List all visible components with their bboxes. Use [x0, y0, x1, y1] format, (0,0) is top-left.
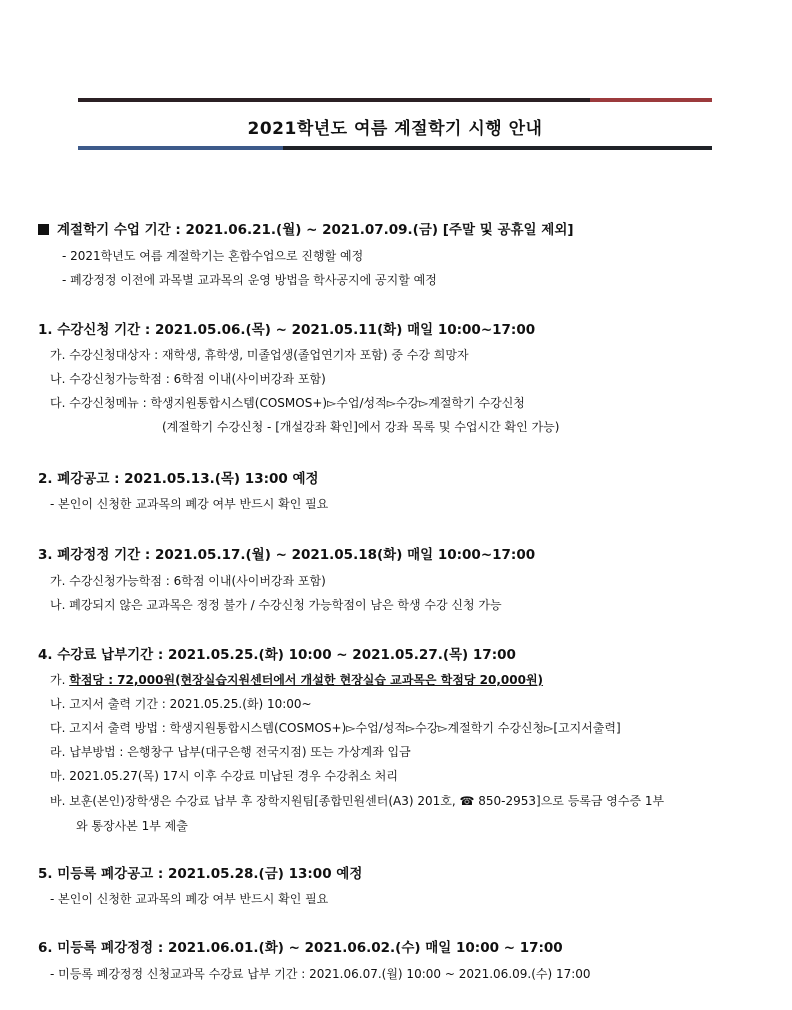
fee-item: [50, 672, 543, 688]
rule-segment-blue: [78, 146, 283, 150]
section-item: 다. 수강신청메뉴 : 학생지원통합시스템(COSMOS+)▻수업/성적▻수강▻계절학기 수강신청: [50, 396, 525, 410]
header-bottom-rule: [78, 146, 712, 150]
section-heading: 5. 미등록 폐강공고 : 2021.05.28.(금) 13:00 예정: [38, 866, 363, 882]
section-item: - 본인이 신청한 교과목의 폐강 여부 반드시 확인 필요: [50, 892, 329, 906]
section-item: 다. 고지서 출력 방법 : 학생지원통합시스템(COSMOS+)▻수업/성적▻수강▻계절학기 수강신청▻[고지서출력]: [50, 721, 621, 735]
section-item: 바. 보훈(본인)장학생은 수강료 납부 후 장학지원팀[종합민원센터(A3) 201호, ☎ 850-2953]으로 등록금 영수증 1부: [50, 794, 665, 808]
section-item: 라. 납부방법 : 은행창구 납부(대구은행 전국지점) 또는 가상계좌 입금: [50, 745, 411, 759]
section-item: - 미등록 폐강정정 신청교과목 수강료 납부 기간 : 2021.06.07.(월) 10:00 ~ 2021.06.09.(수) 17:00: [50, 967, 591, 981]
section-heading: 6. 미등록 폐강정정 : 2021.06.01.(화) ~ 2021.06.02.(수) 매일 10:00 ~ 17:00: [38, 940, 563, 956]
period-heading-text: 계절학기 수업 기간 : 2021.06.21.(월) ~ 2021.07.09.(금) [주말 및 공휴일 제외]: [57, 222, 574, 238]
header-top-rule: [78, 98, 712, 102]
rule-segment-dark: [78, 98, 590, 102]
section-heading: 1. 수강신청 기간 : 2021.05.06.(목) ~ 2021.05.11(화) 매일 10:00~17:00: [38, 322, 536, 338]
rule-segment-red: [590, 98, 712, 102]
period-heading: [38, 222, 574, 238]
section-item: 마. 2021.05.27(목) 17시 이후 수강료 미납된 경우 수강취소 처리: [50, 769, 398, 783]
square-bullet-icon: [38, 224, 49, 235]
fee-item-prefix: 가.: [50, 673, 70, 687]
section-item: (계절학기 수강신청 - [개설강좌 확인]에서 강좌 목록 및 수업시간 확인 가능): [162, 420, 560, 434]
section-item: 나. 폐강되지 않은 교과목은 정정 불가 / 수강신청 가능학점이 남은 학생 수강 신청 가능: [50, 598, 502, 612]
page-title: 2021학년도 여름 계절학기 시행 안내: [247, 119, 543, 139]
section-item: 나. 수강신청가능학점 : 6학점 이내(사이버강좌 포함): [50, 372, 326, 386]
fee-amount: 학점당 : 72,000원(현장실습지원센터에서 개설한 현장실습 교과목은 학점당 20,000원): [69, 673, 544, 687]
section-item: 나. 고지서 출력 기간 : 2021.05.25.(화) 10:00~: [50, 697, 312, 711]
section-item: 가. 수강신청대상자 : 재학생, 휴학생, 미졸업생(졸업연기자 포함) 중 수강 희망자: [50, 348, 469, 362]
section-item: 와 통장사본 1부 제출: [76, 819, 188, 833]
rule-segment-dark: [283, 146, 712, 150]
section-heading: 2. 폐강공고 : 2021.05.13.(목) 13:00 예정: [38, 471, 319, 487]
section-heading: 3. 폐강정정 기간 : 2021.05.17.(월) ~ 2021.05.18(화) 매일 10:00~17:00: [38, 547, 536, 563]
section-heading: 4. 수강료 납부기간 : 2021.05.25.(화) 10:00 ~ 2021.05.27.(목) 17:00: [38, 647, 516, 663]
period-note: - 폐강정정 이전에 과목별 교과목의 운영 방법을 학사공지에 공지할 예정: [62, 273, 437, 287]
period-note: - 2021학년도 여름 계절학기는 혼합수업으로 진행할 예정: [62, 249, 364, 263]
section-item: - 본인이 신청한 교과목의 폐강 여부 반드시 확인 필요: [50, 497, 329, 511]
section-item: 가. 수강신청가능학점 : 6학점 이내(사이버강좌 포함): [50, 574, 326, 588]
